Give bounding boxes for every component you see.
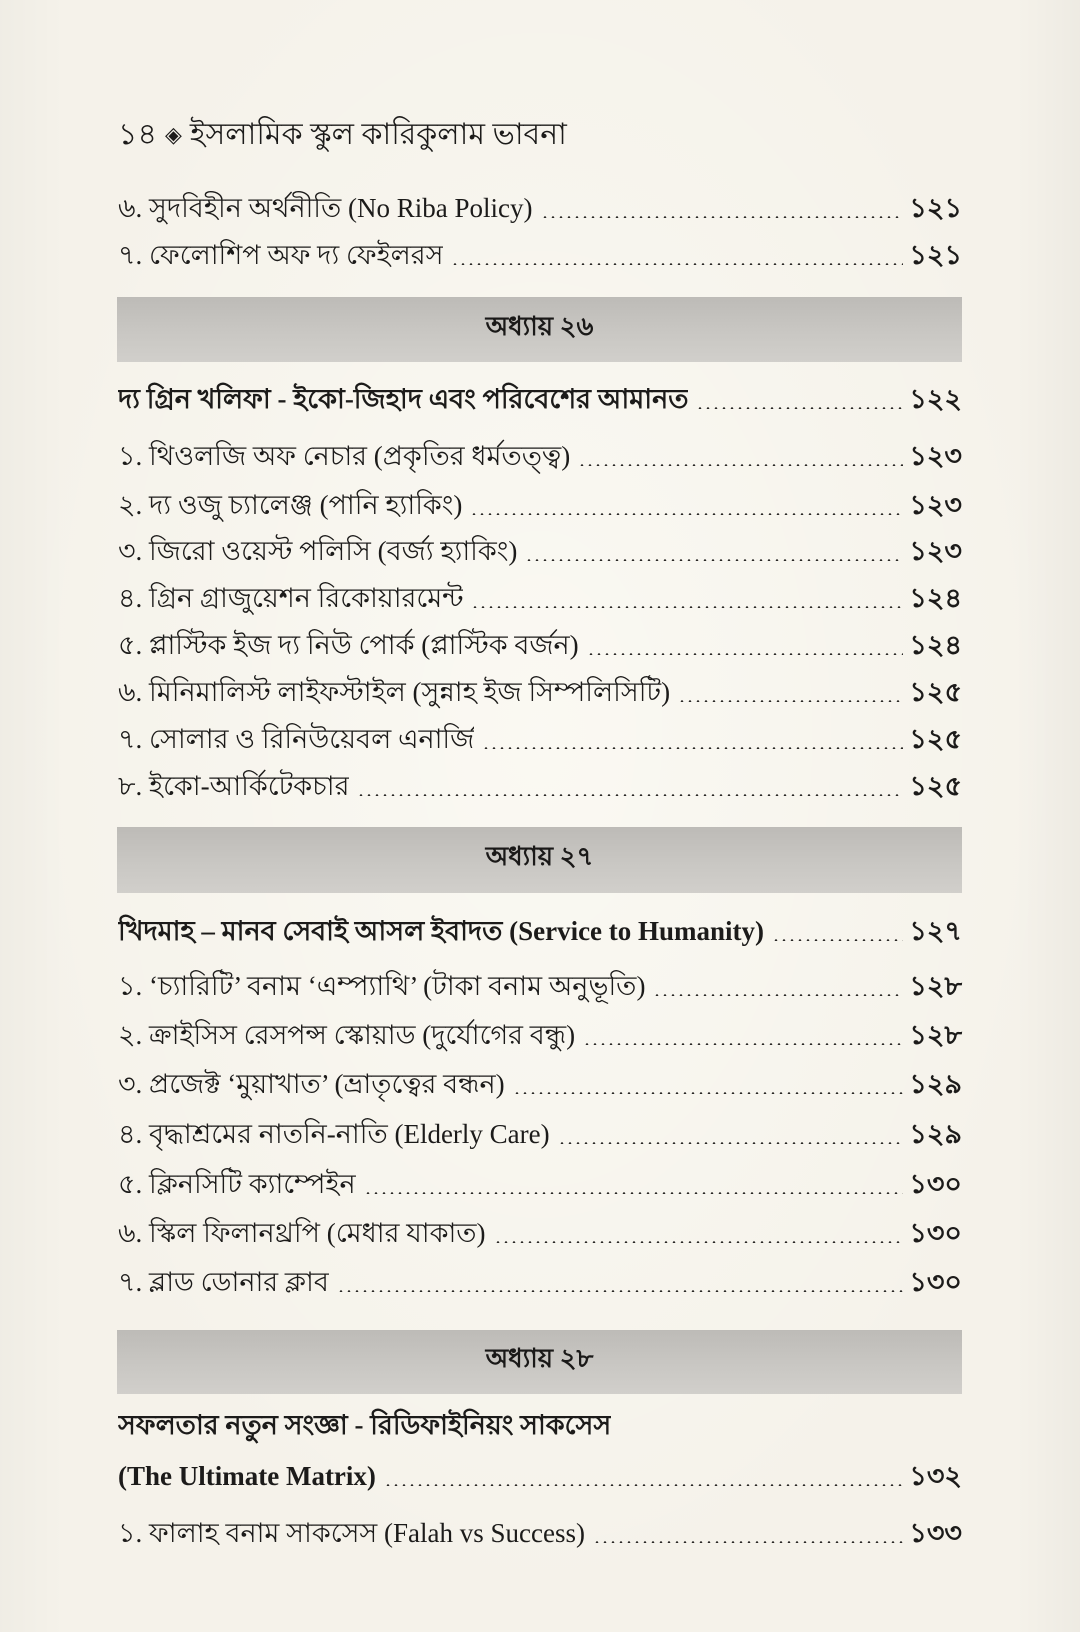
entry-label: ৬. সুদবিহীন অর্থনীতি (No Riba Policy) xyxy=(118,193,533,223)
dot-leader xyxy=(471,606,903,608)
chapter-heading-band xyxy=(117,827,962,893)
entry-label: ১. থিওলজি অফ নেচার (প্রকৃতির ধর্মতত্ত্ব) xyxy=(118,441,571,471)
entry-page-number: ১৩০ xyxy=(909,1267,962,1297)
toc-entry xyxy=(118,1511,962,1555)
entry-page-number: ১২৮ xyxy=(909,971,962,1001)
dot-leader xyxy=(678,700,903,702)
entry-page-number: ১২৩ xyxy=(909,441,962,471)
toc-entry xyxy=(118,1062,962,1106)
entry-label: ২. ক্রাইসিস রেসপন্স স্কোয়াড (দুর্যোগের বন্ধু) xyxy=(118,1020,576,1050)
toc-entry xyxy=(118,529,962,573)
chapter-heading: অধ্যায় ২৭ xyxy=(485,842,594,871)
entry-page-number: ১২৫ xyxy=(909,771,962,801)
dot-leader xyxy=(357,794,903,796)
toc-entry xyxy=(118,1112,962,1156)
dot-leader xyxy=(494,1241,904,1243)
chapter-page-number: ১৩২ xyxy=(909,1461,962,1491)
entry-label: ৩. প্রজেক্ট ‘মুয়াখাত’ (ভ্রাতৃত্বের বন্ধন) xyxy=(118,1069,505,1099)
dot-leader xyxy=(482,747,903,749)
entry-page-number: ১২৯ xyxy=(909,1119,962,1149)
dot-leader xyxy=(384,1484,903,1486)
entry-label: ১. ফালাহ বনাম সাকসেস (Falah vs Success) xyxy=(118,1518,585,1548)
running-header xyxy=(118,113,567,157)
toc-entry xyxy=(118,186,962,230)
dot-leader xyxy=(470,513,903,515)
entry-label: ৪. গ্রিন গ্রাজুয়েশন রিকোয়ারমেন্ট xyxy=(118,583,464,613)
toc-entry xyxy=(118,670,962,714)
dot-leader xyxy=(583,1043,903,1045)
entry-page-number: ১২৫ xyxy=(909,677,962,707)
diamond-ornament-icon: ◈ xyxy=(164,122,182,147)
toc-entry xyxy=(118,1211,962,1255)
entry-page-number: ১২১ xyxy=(909,240,962,270)
chapter-title-row xyxy=(118,909,962,953)
dot-leader xyxy=(541,216,904,218)
chapter-title-line-2: (The Ultimate Matrix) xyxy=(118,1461,376,1491)
entry-label: ৩. জিরো ওয়েস্ট পলিসি (বর্জ্য হ্যাকিং) xyxy=(118,536,518,566)
entry-page-number: ১৩৩ xyxy=(909,1518,962,1548)
dot-leader xyxy=(587,653,904,655)
chapter-title-row xyxy=(118,1454,962,1498)
chapter-title: খিদমাহ – মানব সেবাই আসল ইবাদত (Service to Humanity) xyxy=(118,916,765,946)
dot-leader xyxy=(451,263,903,265)
entry-label: ১. ‘চ্যারিটি’ বনাম ‘এম্প্যাথি’ (টাকা বনাম অনুভূতি) xyxy=(118,971,646,1001)
toc-entry xyxy=(118,964,962,1008)
dot-leader xyxy=(653,994,903,996)
dot-leader xyxy=(578,464,903,466)
entry-page-number: ১২৪ xyxy=(909,583,962,613)
chapter-title: দ্য গ্রিন খলিফা - ইকো-জিহাদ এবং পরিবেশের আমানত xyxy=(118,384,689,414)
toc-entry xyxy=(118,623,962,667)
entry-label: ৭. সোলার ও রিনিউয়েবল এনার্জি xyxy=(118,724,475,754)
toc-entry xyxy=(118,1013,962,1057)
entry-page-number: ১৩০ xyxy=(909,1169,962,1199)
entry-label: ৬. মিনিমালিস্ট লাইফস্টাইল (সুন্নাহ ইজ সিম্পলিসিটি) xyxy=(118,677,671,707)
entry-label: ২. দ্য ওজু চ্যালেঞ্জ (পানি হ্যাকিং) xyxy=(118,490,463,520)
entry-label: ৭. ফেলোশিপ অফ দ্য ফেইলরস xyxy=(118,240,444,270)
dot-leader xyxy=(525,559,903,561)
chapter-title-row xyxy=(118,377,962,421)
chapter-title-row xyxy=(118,1403,962,1447)
toc-entry xyxy=(118,434,962,478)
toc-entry xyxy=(118,576,962,620)
entry-page-number: ১২৯ xyxy=(909,1069,962,1099)
dot-leader xyxy=(593,1541,903,1543)
toc-entry xyxy=(118,1260,962,1304)
entry-label: ৫. প্লাস্টিক ইজ দ্য নিউ পোর্ক (প্লাস্টিক বর্জন) xyxy=(118,630,579,660)
toc-entry xyxy=(118,717,962,761)
header-page-number: ১৪ xyxy=(118,118,157,151)
entry-label: ৮. ইকো-আর্কিটেকচার xyxy=(118,771,350,801)
entry-page-number: ১২৮ xyxy=(909,1020,962,1050)
entry-label: ৪. বৃদ্ধাশ্রমের নাতনি-নাতি (Elderly Care) xyxy=(118,1119,550,1149)
chapter-heading-band xyxy=(117,297,962,362)
dot-leader xyxy=(337,1290,903,1292)
toc-entry xyxy=(118,764,962,808)
entry-page-number: ১৩০ xyxy=(909,1218,962,1248)
dot-leader xyxy=(696,407,903,409)
entry-label: ৭. ব্লাড ডোনার ক্লাব xyxy=(118,1267,329,1297)
entry-label: ৬. স্কিল ফিলানথ্রপি (মেধার যাকাত) xyxy=(118,1218,486,1248)
entry-page-number: ১২৪ xyxy=(909,630,962,660)
toc-entry xyxy=(118,233,962,277)
entry-label: ৫. ক্লিনসিটি ক্যাম্পেইন xyxy=(118,1169,356,1199)
dot-leader xyxy=(558,1142,904,1144)
entry-page-number: ১২১ xyxy=(909,193,962,223)
dot-leader xyxy=(364,1192,904,1194)
dot-leader xyxy=(772,939,903,941)
dot-leader xyxy=(513,1092,904,1094)
entry-page-number: ১২৩ xyxy=(909,490,962,520)
chapter-heading: অধ্যায় ২৮ xyxy=(485,1344,594,1373)
entry-page-number: ১২৫ xyxy=(909,724,962,754)
chapter-page-number: ১২৭ xyxy=(909,916,962,946)
chapter-heading: অধ্যায় ২৬ xyxy=(485,311,594,341)
chapter-page-number: ১২২ xyxy=(909,384,962,414)
chapter-heading-band xyxy=(117,1330,962,1394)
toc-entry xyxy=(118,1162,962,1206)
header-book-title: ইসলামিক স্কুল কারিকুলাম ভাবনা xyxy=(189,118,567,151)
toc-entry xyxy=(118,483,962,527)
chapter-title-line-1: সফলতার নতুন সংজ্ঞা - রিডিফাইনিয়ং সাকসেস xyxy=(118,1410,612,1440)
entry-page-number: ১২৩ xyxy=(909,536,962,566)
